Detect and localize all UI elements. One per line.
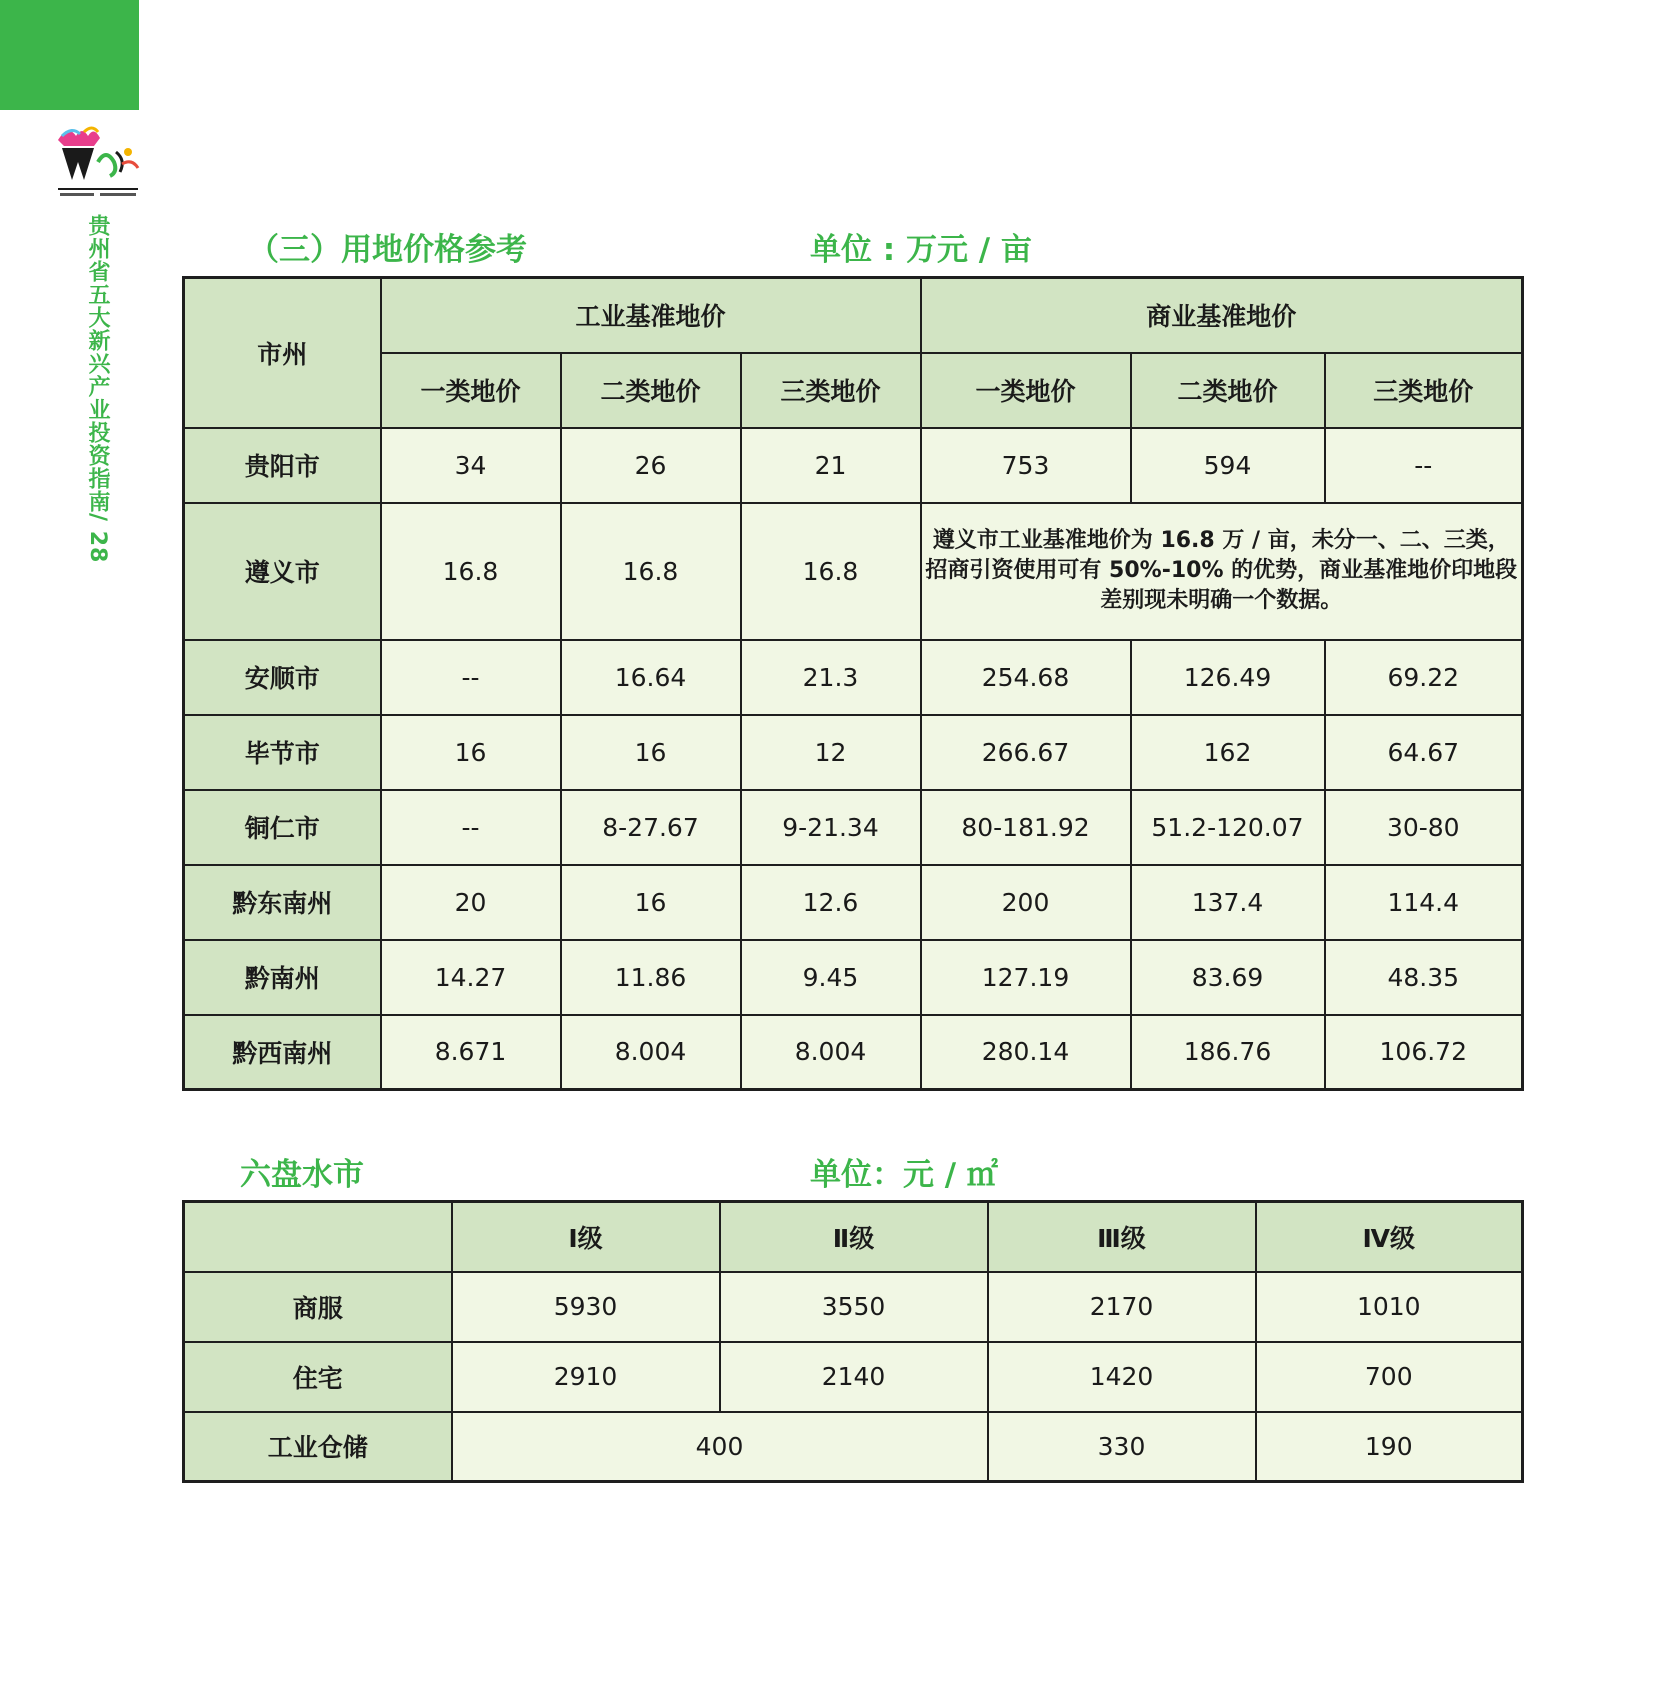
value-cell: 266.67	[921, 715, 1131, 790]
value-cell: 11.86	[561, 940, 741, 1015]
value-cell: 127.19	[921, 940, 1131, 1015]
value-cell: 48.35	[1325, 940, 1523, 1015]
table-row	[184, 865, 1523, 940]
commercial-header: 商业基准地价	[921, 278, 1523, 353]
corner-header	[184, 1202, 452, 1272]
value-cell: 8.004	[561, 1015, 741, 1090]
value-cell: 12	[741, 715, 921, 790]
industrial-class1-header: 一类地价	[381, 353, 561, 428]
table-row	[184, 428, 1523, 503]
value-cell: 2140	[720, 1342, 988, 1412]
industrial-header: 工业基准地价	[381, 278, 921, 353]
value-cell: --	[381, 790, 561, 865]
value-cell: 21	[741, 428, 921, 503]
value-cell: 34	[381, 428, 561, 503]
table-row	[184, 1015, 1523, 1090]
value-cell: 8.004	[741, 1015, 921, 1090]
province-logo	[54, 122, 142, 202]
value-cell: 1010	[1256, 1272, 1523, 1342]
value-cell: 20	[381, 865, 561, 940]
value-cell: 21.3	[741, 640, 921, 715]
value-cell: 190	[1256, 1412, 1523, 1482]
value-cell: 700	[1256, 1342, 1523, 1412]
value-cell: 9.45	[741, 940, 921, 1015]
value-cell: 106.72	[1325, 1015, 1523, 1090]
table-row	[184, 790, 1523, 865]
value-cell: 330	[988, 1412, 1256, 1482]
sidebar-title: 贵州省五大新兴产业投资指南/ 28	[85, 214, 110, 564]
commercial-class3-header: 三类地价	[1325, 353, 1523, 428]
value-cell: 80-181.92	[921, 790, 1131, 865]
corner-color-block	[0, 0, 139, 110]
value-cell: 3550	[720, 1272, 988, 1342]
value-cell: 12.6	[741, 865, 921, 940]
value-cell: 16.8	[561, 503, 741, 640]
region-cell: 黔东南州	[184, 865, 381, 940]
commercial-class2-header: 二类地价	[1131, 353, 1325, 428]
value-cell: 280.14	[921, 1015, 1131, 1090]
table-row	[184, 640, 1523, 715]
value-cell: 9-21.34	[741, 790, 921, 865]
value-cell: 16.8	[381, 503, 561, 640]
value-cell: 26	[561, 428, 741, 503]
category-cell: 商服	[184, 1272, 452, 1342]
value-cell: 16	[561, 865, 741, 940]
value-cell: 186.76	[1131, 1015, 1325, 1090]
value-cell: 30-80	[1325, 790, 1523, 865]
table-row	[184, 1342, 1523, 1412]
value-cell: --	[381, 640, 561, 715]
value-cell: 69.22	[1325, 640, 1523, 715]
value-cell: --	[1325, 428, 1523, 503]
land-price-table	[182, 276, 1524, 1091]
value-cell: 8.671	[381, 1015, 561, 1090]
value-cell: 2170	[988, 1272, 1256, 1342]
region-cell: 遵义市	[184, 503, 381, 640]
value-cell: 51.2-120.07	[1131, 790, 1325, 865]
grade1-header: Ⅰ级	[452, 1202, 720, 1272]
value-cell: 594	[1131, 428, 1325, 503]
value-cell: 162	[1131, 715, 1325, 790]
value-cell: 200	[921, 865, 1131, 940]
value-cell: 753	[921, 428, 1131, 503]
value-cell: 16	[381, 715, 561, 790]
land-price-unit: 单位 : 万元 / 亩	[810, 232, 1032, 268]
land-price-heading: （三）用地价格参考	[248, 232, 527, 268]
value-cell: 16.64	[561, 640, 741, 715]
table-row	[184, 715, 1523, 790]
table-row	[184, 1272, 1523, 1342]
region-cell: 贵阳市	[184, 428, 381, 503]
table-row	[184, 940, 1523, 1015]
liupanshui-unit: 单位：元 / ㎡	[810, 1157, 998, 1193]
industrial-class3-header: 三类地价	[741, 353, 921, 428]
liupanshui-table	[182, 1200, 1524, 1483]
value-cell: 8-27.67	[561, 790, 741, 865]
grade4-header: Ⅳ级	[1256, 1202, 1523, 1272]
value-cell: 254.68	[921, 640, 1131, 715]
table-row	[184, 1412, 1523, 1482]
value-cell: 1420	[988, 1342, 1256, 1412]
value-cell: 64.67	[1325, 715, 1523, 790]
category-cell: 住宅	[184, 1342, 452, 1412]
industrial-class2-header: 二类地价	[561, 353, 741, 428]
value-cell: 126.49	[1131, 640, 1325, 715]
value-cell: 14.27	[381, 940, 561, 1015]
category-cell: 工业仓储	[184, 1412, 452, 1482]
value-cell: 5930	[452, 1272, 720, 1342]
value-cell: 83.69	[1131, 940, 1325, 1015]
grade2-header: Ⅱ级	[720, 1202, 988, 1272]
region-cell: 毕节市	[184, 715, 381, 790]
liupanshui-heading: 六盘水市	[240, 1157, 364, 1193]
value-cell: 2910	[452, 1342, 720, 1412]
grade3-header: Ⅲ级	[988, 1202, 1256, 1272]
value-cell: 114.4	[1325, 865, 1523, 940]
value-cell: 400	[452, 1412, 988, 1482]
table-row	[184, 503, 1523, 640]
commercial-class1-header: 一类地价	[921, 353, 1131, 428]
region-cell: 铜仁市	[184, 790, 381, 865]
value-cell: 16	[561, 715, 741, 790]
value-cell: 16.8	[741, 503, 921, 640]
region-header: 市州	[184, 278, 381, 428]
region-cell: 黔南州	[184, 940, 381, 1015]
region-cell: 黔西南州	[184, 1015, 381, 1090]
zunyi-note-cell: 遵义市工业基准地价为 16.8 万 / 亩，未分一、二、三类，招商引资使用可有 50%-10% 的优势，商业基准地价印地段差别现未明确一个数据。	[921, 503, 1523, 640]
value-cell: 137.4	[1131, 865, 1325, 940]
region-cell: 安顺市	[184, 640, 381, 715]
